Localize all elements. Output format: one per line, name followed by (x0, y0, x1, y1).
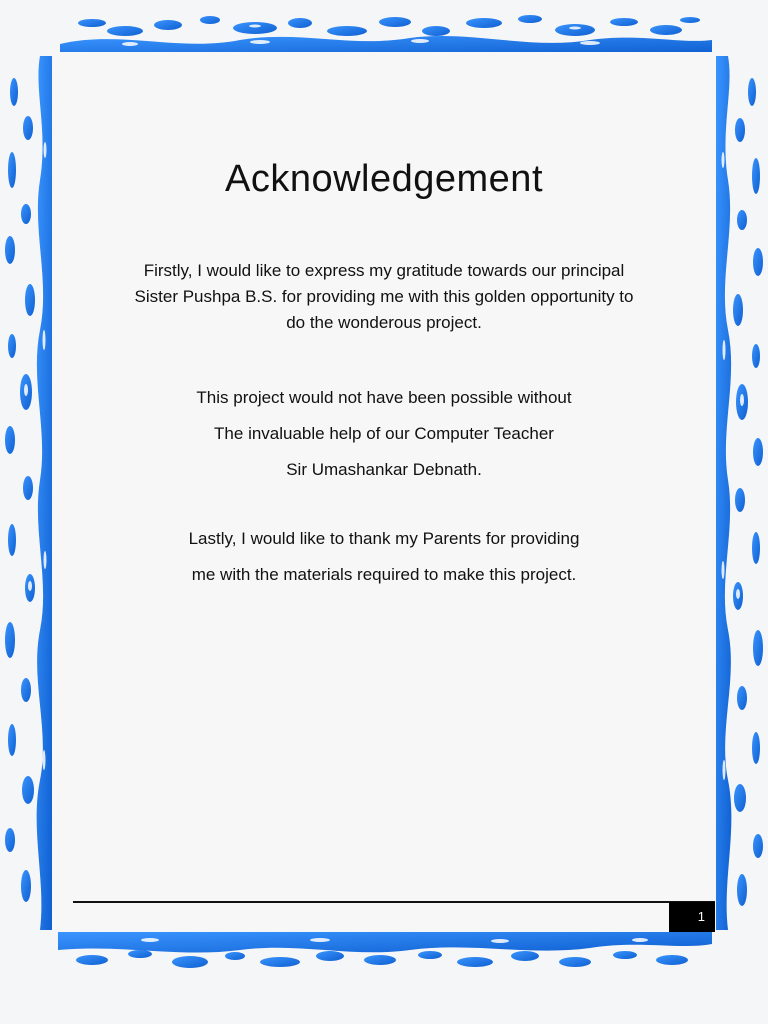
text-line: Sir Umashankar Debnath. (286, 460, 482, 479)
footer-divider (73, 901, 715, 903)
text-line: Lastly, I would like to thank my Parents for providing (188, 529, 580, 548)
page-title: Acknowledgement (224, 158, 543, 200)
text-line: me with the materials required to make this project. (191, 565, 577, 584)
paragraph-gratitude-principal (84, 258, 684, 336)
paragraph-thanks-teacher (84, 380, 684, 488)
page-number-badge: 1 (669, 902, 715, 932)
text-line: This project would not have been possible without (196, 388, 572, 407)
text-line: Firstly, I would like to express my gratitude towards our principal (143, 261, 625, 280)
text-line: do the wonderous project. (286, 313, 482, 332)
text-line: The invaluable help of our Computer Teacher (214, 424, 554, 443)
paragraph-thanks-parents (84, 521, 684, 593)
text-line: Sister Pushpa B.S. for providing me with this golden opportunity to (134, 287, 634, 306)
